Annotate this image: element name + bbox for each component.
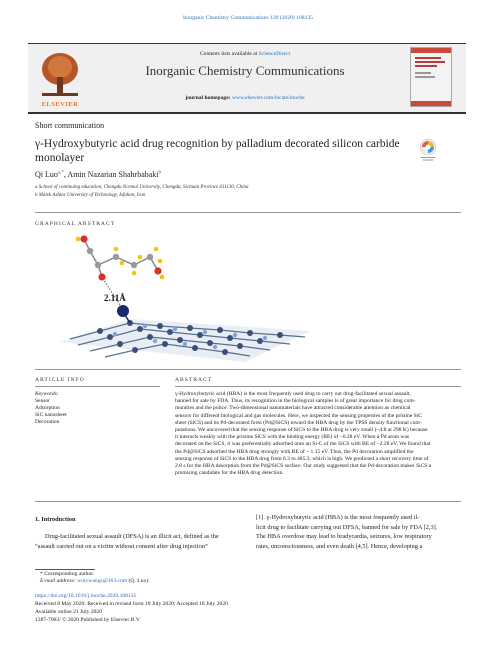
email-label: E-mail address: <box>40 578 78 584</box>
graphical-abstract-figure <box>60 227 310 367</box>
publisher-name: ELSEVIER <box>41 101 79 108</box>
affiliation-a: a School of continuing education, Chengdu Normal University, Chengdu, Sichuan Province 611130, China <box>35 185 249 190</box>
email-link[interactable]: wuiywangs@163.com <box>77 578 128 584</box>
journal-cover-icon[interactable] <box>410 47 452 107</box>
available-online: Available online 21 July 2020 <box>35 609 103 615</box>
abstract-line: sheet (SiCS) and its Pd-decorated form (Pd@SiCS) toward the HBA drug by the TPSS density functional com- <box>175 419 422 426</box>
keyword: SiC nanosheet <box>35 412 67 418</box>
corresponding-author-note: * Corresponding author. <box>40 571 95 577</box>
article-type: Short communication <box>35 121 105 130</box>
section-heading-introduction: 1. Introduction <box>35 516 76 523</box>
right-column-text <box>256 513 461 551</box>
author-affil-marker[interactable]: b <box>158 170 162 176</box>
divider <box>35 501 461 502</box>
keywords-label: Keywords: <box>35 391 59 397</box>
abstract-line: promising candidate for the HBA drug detection. <box>175 470 284 477</box>
abstract-line: banned for sale by FDA. Thus, its recognition in the biological samples is of great importance for drug com- <box>175 398 416 405</box>
author-affil-marker[interactable]: a,* <box>57 170 64 176</box>
received-dates: Received 8 May 2020; Received in revised form 18 July 2020; Accepted 18 July 2020 <box>35 601 228 607</box>
body-line: Drug-facilitated sexual assault (DFSA) is an illicit act, defined as the <box>45 533 219 540</box>
body-line: [1]. γ-Hydroxybutyric acid (HBA) is the most frequently used il- <box>256 514 420 521</box>
divider <box>35 212 461 213</box>
article-info-rule <box>35 386 160 387</box>
email-line <box>40 578 150 586</box>
abstract-line: putations. We uncovered that the sensing response of SiCS to the HBA drug is very small (~4.8 at 298 K) because <box>175 427 428 434</box>
abstract-line: decorated on the SiCS, it was preferentially adsorbed onto an Si-C of the SiCS with BE of −2.28 eV. We found that <box>175 441 431 448</box>
article-info-heading: ARTICLE INFO <box>35 377 85 383</box>
author-list <box>35 170 161 179</box>
abstract-line: γ-Hydroxybutyric acid (HBA) is the most frequently used drug to carry out drug-facilitated sexual assault, <box>175 391 411 397</box>
body-line: The HBA overdose may lead to bradycardia, seizures, low respiratory <box>256 533 432 540</box>
homepage-prefix: journal homepage: <box>185 95 232 101</box>
body-line: licit drug to facilitate carrying out DFSA, banned for sale by FDA [2,3]. <box>256 523 438 531</box>
body-line: “assault carried out on a victim without consent after drug injection” <box>35 542 208 550</box>
sciencedirect-link[interactable]: ScienceDirect <box>258 51 291 57</box>
header-bottom-rule <box>28 112 466 114</box>
doi-link[interactable]: https://doi.org/10.1016/j.inoche.2020.108135 <box>35 593 137 599</box>
contents-prefix: Contents lists available at <box>199 51 259 57</box>
author-name[interactable]: Qi Luo <box>35 170 58 179</box>
abstract-rule <box>175 386 461 387</box>
keyword: Sensor <box>35 398 50 404</box>
homepage-line <box>100 95 390 101</box>
elsevier-tree-logo-icon <box>36 47 84 103</box>
bond-length-label: 2.11Å <box>104 293 126 303</box>
abstract-line: munities and the police. Two-dimensional nanomaterials have attracted considerable attention as chemical <box>175 405 411 412</box>
left-column-text <box>35 532 240 551</box>
keyword: Adsorption <box>35 405 60 411</box>
keyword: Decoration <box>35 419 60 425</box>
journal-name: Inorganic Chemistry Communications <box>145 63 345 78</box>
affiliation-b: b Malek Ashtar University of Technology, Isfahan, Iran <box>35 193 146 198</box>
abstract-line: the Pd@SiCS adsorbed the HBA drug strongly with BE of ~ 1.15 eV. Thus, the Pd decoration amplified the <box>175 448 414 455</box>
email-suffix: (Q. Luo). <box>127 578 150 584</box>
homepage-link[interactable]: www.elsevier.com/locate/inoche <box>231 95 305 101</box>
contents-line <box>100 51 390 57</box>
copyright: 1387-7003/ © 2020 Published by Elsevier B.V. <box>35 617 141 623</box>
check-for-updates-icon[interactable] <box>418 138 438 162</box>
footnote-rule <box>35 569 95 570</box>
abstract-text <box>175 391 461 477</box>
abstract-line: 2.8 s for the HBA desorption from the Pd@SiCS surface. Our study suggested that the Pd-decoration makes SiCS a <box>175 463 432 470</box>
abstract-line: sensing response of SiCS to the HBA drug from 6.3 to 485.3, which is high. We predicted a short recovery time of <box>175 455 429 462</box>
abstract-line: it interacts weakly with the pristine SiCS with the binding energy (BE) of −0.28 eV. When a Pd atom was <box>175 434 410 441</box>
graphical-abstract-heading: GRAPHICAL ABSTRACT <box>35 221 116 227</box>
journal-reference[interactable]: Inorganic Chemistry Communications 120 (2020) 108135 <box>183 15 313 21</box>
divider <box>35 369 461 370</box>
body-line: rates, unconsciousness, and even death [4,5]. Hence, developing a <box>256 542 423 550</box>
abstract-line: sensors for different biological and gas molecules. Here, we inspected the sensing properties of the pristine SiC <box>175 412 422 419</box>
author-name[interactable]: , Amin Nazarian Shahrbabaki <box>63 170 159 179</box>
abstract-heading: ABSTRACT <box>175 377 213 383</box>
article-title: γ-Hydroxybutyric acid drug recognition by palladium decorated silicon carbide monolayer <box>35 138 400 164</box>
